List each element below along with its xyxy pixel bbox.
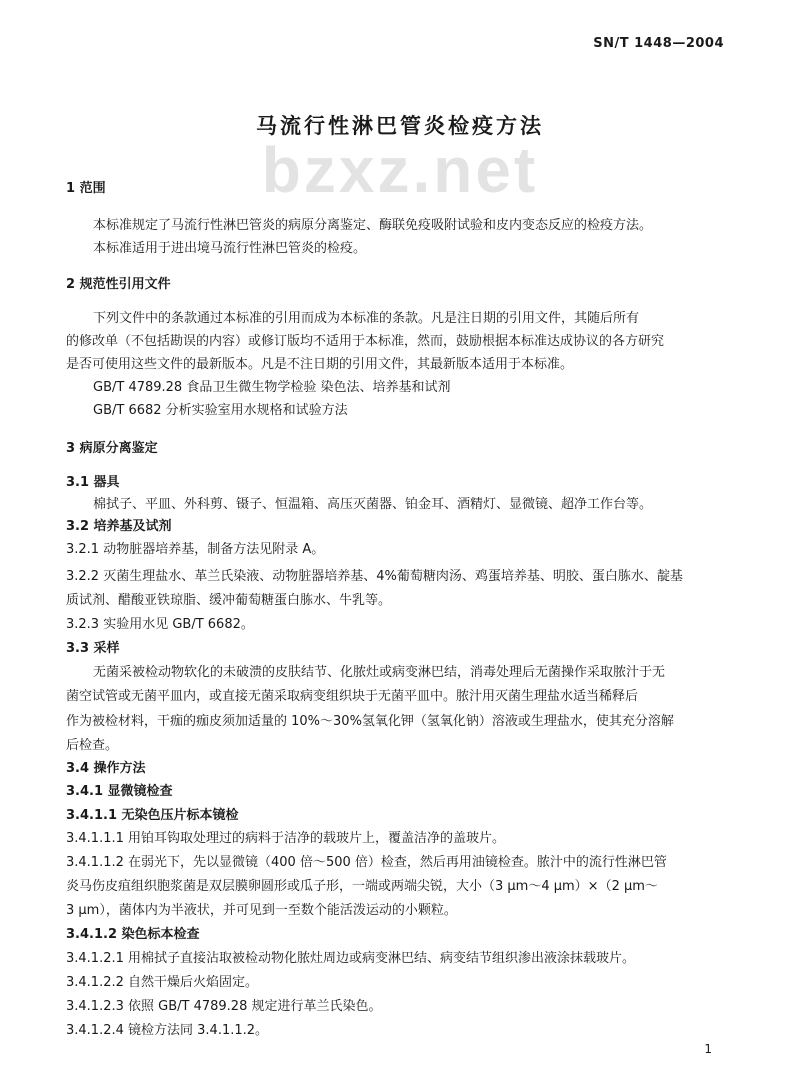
- paragraph-line: 无菌采被检动物软化的未破溃的皮肤结节、化脓灶或病变淋巴结，消毒处理后无菌操作采取脓汁于无: [93, 665, 666, 680]
- page-number: 1: [704, 1042, 712, 1056]
- document-title: 马流行性淋巴管炎检疫方法: [256, 114, 544, 138]
- paragraph-line: 3.4.1.2.4 镜检方法同 3.4.1.1.2。: [66, 1023, 269, 1038]
- paragraph-line: 作为被检材料，干痂的痂皮须加适量的 10%～30%氢氧化钾（氢氧化钠）溶液或生理盐水，使其充分溶解: [66, 714, 674, 729]
- paragraph-line: 3.2.1 动物脏器培养基，制备方法见附录 A。: [66, 542, 325, 557]
- reference-item: GB/T 4789.28 食品卫生微生物学检验 染色法、培养基和试剂: [93, 380, 451, 395]
- paragraph-line: 3.4.1.1.1 用铂耳钩取处理过的病料于洁净的载玻片上，覆盖洁净的盖玻片。: [66, 831, 506, 846]
- reference-item: GB/T 6682 分析实验室用水规格和试验方法: [93, 403, 348, 418]
- section-heading-isolation: 3 病原分离鉴定: [66, 441, 158, 456]
- paragraph-line: 后检查。: [66, 738, 119, 753]
- section-heading-scope: 1 范围: [66, 181, 106, 196]
- subsection-heading: 3.4.1.2 染色标本检查: [66, 927, 200, 942]
- paragraph-line: 炎马伤皮疽组织胞浆菌是双层膜卵圆形或瓜子形，一端或两端尖锐，大小（3 μm～4 μm）×（2 μm～: [66, 879, 658, 894]
- watermark: bzxz.net: [261, 134, 539, 206]
- paragraph-line: 本标准规定了马流行性淋巴管炎的病原分离鉴定、酶联免疫吸附试验和皮内变态反应的检疫方法。: [93, 218, 653, 233]
- paragraph-line: 3.4.1.1.2 在弱光下，先以显微镜（400 倍～500 倍）检查，然后再用油镜检查。脓汁中的流行性淋巴管: [66, 855, 667, 870]
- paragraph-line: 本标准适用于进出境马流行性淋巴管炎的检疫。: [93, 241, 367, 256]
- subsection-heading: 3.4 操作方法: [66, 761, 146, 776]
- paragraph-line: 下列文件中的条款通过本标准的引用而成为本标准的条款。凡是注日期的引用文件，其随后所有: [93, 311, 640, 326]
- paragraph-line: 菌空试管或无菌平皿内，或直接无菌采取病变组织块于无菌平皿中。脓汁用灭菌生理盐水适当稀释后: [66, 689, 639, 704]
- subsection-heading: 3.2 培养基及试剂: [66, 519, 172, 534]
- paragraph-line: 3.4.1.2.3 依照 GB/T 4789.28 规定进行革兰氏染色。: [66, 999, 382, 1014]
- standard-code: SN/T 1448—2004: [593, 36, 724, 51]
- subsection-heading: 3.4.1 显微镜检查: [66, 784, 173, 799]
- paragraph-line: 棉拭子、平皿、外科剪、镊子、恒温箱、高压灭菌器、铂金耳、酒精灯、显微镜、超净工作台等。: [93, 497, 653, 512]
- paragraph-line: 是否可使用这些文件的最新版本。凡是不注日期的引用文件，其最新版本适用于本标准。: [66, 357, 574, 372]
- paragraph-line: 3.2.3 实验用水见 GB/T 6682。: [66, 617, 254, 632]
- section-heading-references: 2 规范性引用文件: [66, 277, 171, 292]
- paragraph-line: 3.2.2 灭菌生理盐水、革兰氏染液、动物脏器培养基、4%葡萄糖肉汤、鸡蛋培养基、明胶、蛋白胨水、靛基: [66, 569, 683, 584]
- paragraph-line: 3.4.1.2.1 用棉拭子直接沾取被检动物化脓灶周边或病变淋巴结、病变结节组织渗出液涂抹载玻片。: [66, 951, 636, 966]
- paragraph-line: 3.4.1.2.2 自然干燥后火焰固定。: [66, 975, 259, 990]
- subsection-heading: 3.1 器具: [66, 475, 120, 490]
- paragraph-line: 3 μm），菌体内为半液状，并可见到一至数个能活泼运动的小颗粒。: [66, 903, 457, 918]
- paragraph-line: 的修改单（不包括勘误的内容）或修订版均不适用于本标准，然而，鼓励根据本标准达成协议的各方研究: [66, 334, 665, 349]
- subsection-heading: 3.4.1.1 无染色压片标本镜检: [66, 808, 239, 823]
- subsection-heading: 3.3 采样: [66, 641, 120, 656]
- paragraph-line: 质试剂、醋酸亚铁琼脂、缓冲葡萄糖蛋白胨水、牛乳等。: [66, 593, 392, 608]
